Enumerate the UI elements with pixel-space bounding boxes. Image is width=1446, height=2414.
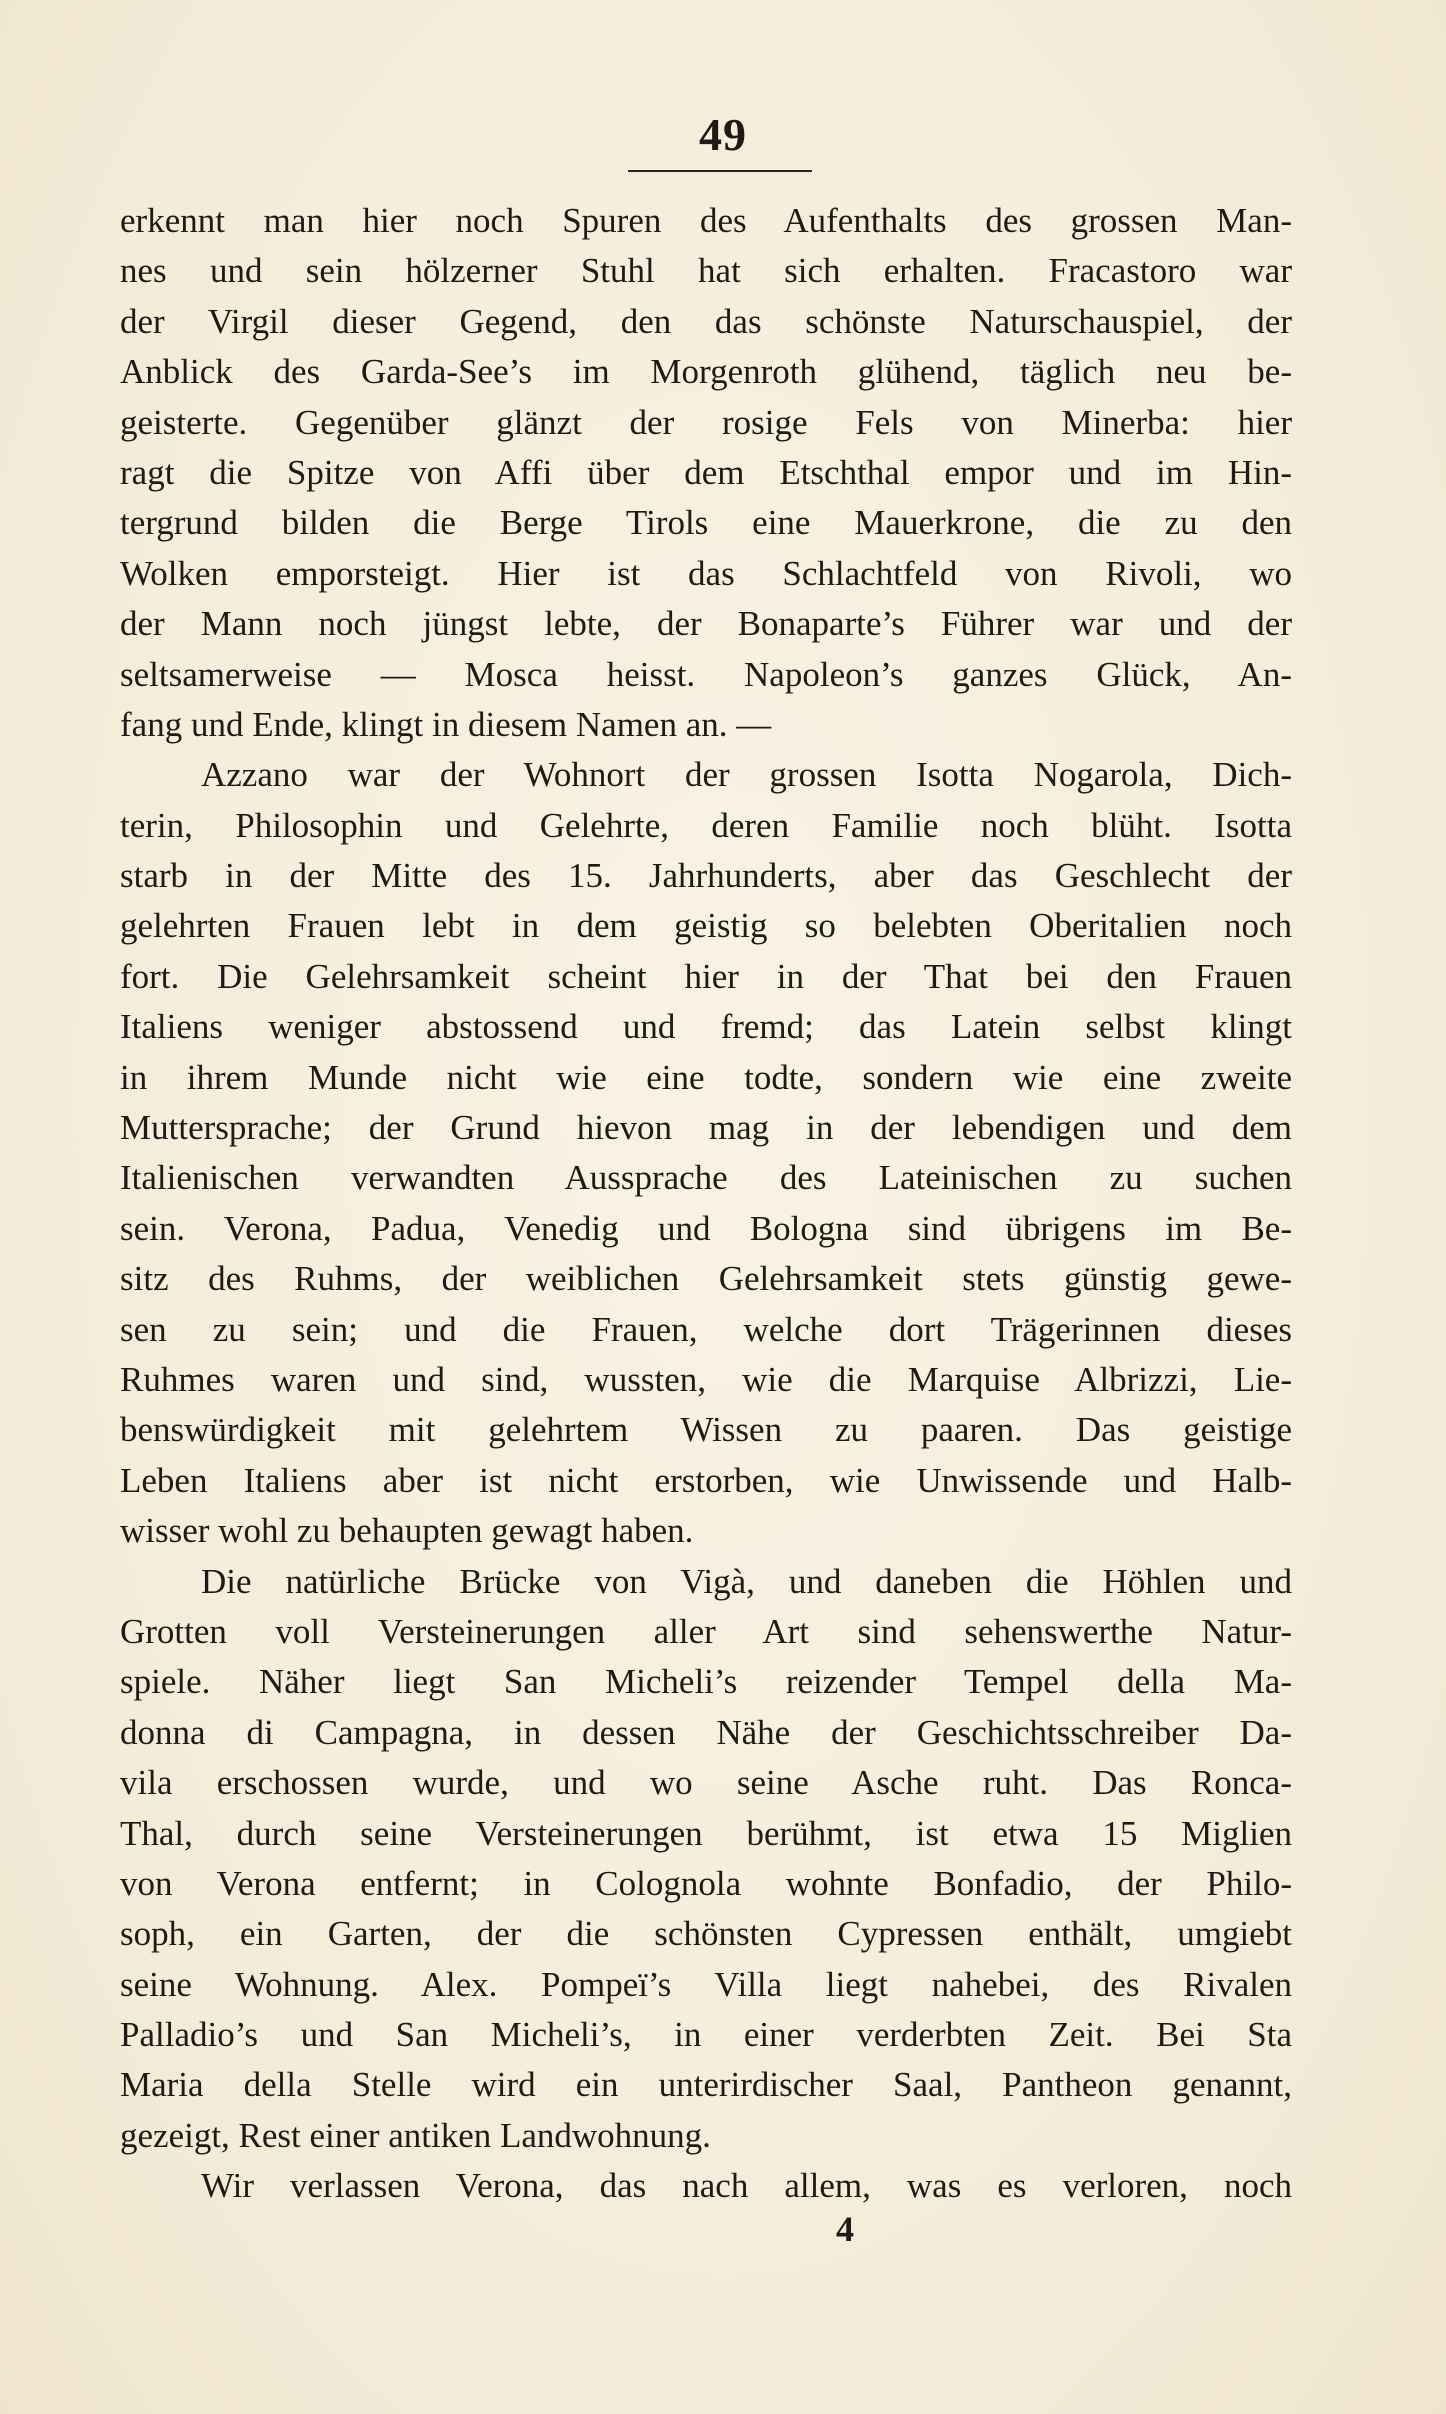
text-line: donna di Campagna, in dessen Nähe der Geschichtsschreiber Da-	[120, 1712, 1292, 1752]
text-line: Muttersprache; der Grund hievon mag in der lebendigen und dem	[120, 1108, 1292, 1148]
text-line: Wir verlassen Verona, das nach allem, was es verloren, noch	[201, 2166, 1292, 2206]
text-line: Grotten voll Versteinerungen aller Art sind sehenswerthe Natur-	[120, 1611, 1292, 1651]
text-line: nes und sein hölzerner Stuhl hat sich erhalten. Fracastoro war	[120, 251, 1292, 291]
text-line: terin, Philosophin und Gelehrte, deren Familie noch blüht. Isotta	[120, 805, 1292, 845]
text-line: Palladio’s und San Micheli’s, in einer verderbten Zeit. Bei Sta	[120, 2015, 1292, 2055]
text-line: gezeigt, Rest einer antiken Landwohnung.	[120, 2115, 711, 2155]
text-line: sitz des Ruhms, der weiblichen Gelehrsamkeit stets günstig gewe-	[120, 1259, 1292, 1299]
text-line: sen zu sein; und die Frauen, welche dort Trägerinnen dieses	[120, 1309, 1292, 1349]
header-rule	[628, 170, 812, 172]
text-line: benswürdigkeit mit gelehrtem Wissen zu paaren. Das geistige	[120, 1410, 1292, 1450]
text-line: in ihrem Munde nicht wie eine todte, sondern wie eine zweite	[120, 1057, 1292, 1097]
text-line: fort. Die Gelehrsamkeit scheint hier in der That bei den Frauen	[120, 956, 1292, 996]
text-line: von Verona entfernt; in Colognola wohnte Bonfadio, der Philo-	[120, 1863, 1292, 1903]
text-line: vila erschossen wurde, und wo seine Asche ruht. Das Ronca-	[120, 1763, 1292, 1803]
text-line: Azzano war der Wohnort der grossen Isotta Nogarola, Dich-	[201, 755, 1292, 795]
text-line: Wolken emporsteigt. Hier ist das Schlachtfeld von Rivoli, wo	[120, 553, 1292, 593]
text-line: Italiens weniger abstossend und fremd; das Latein selbst klingt	[120, 1007, 1292, 1047]
text-line: seltsamerweise — Mosca heisst. Napoleon’s ganzes Glück, An-	[120, 654, 1292, 694]
text-line: Die natürliche Brücke von Vigà, und daneben die Höhlen und	[201, 1561, 1292, 1601]
text-line: soph, ein Garten, der die schönsten Cypressen enthält, umgiebt	[120, 1914, 1292, 1954]
body-text	[120, 196, 1292, 2212]
text-line: Thal, durch seine Versteinerungen berühmt, ist etwa 15 Miglien	[120, 1813, 1292, 1853]
text-line: ragt die Spitze von Affi über dem Etschthal empor und im Hin-	[120, 452, 1292, 492]
text-line: spiele. Näher liegt San Micheli’s reizender Tempel della Ma-	[120, 1662, 1292, 1702]
text-line: Maria della Stelle wird ein unterirdischer Saal, Pantheon genannt,	[120, 2065, 1292, 2105]
text-line: Ruhmes waren und sind, wussten, wie die Marquise Albrizzi, Lie-	[120, 1359, 1292, 1399]
text-line: seine Wohnung. Alex. Pompeï’s Villa liegt nahebei, des Rivalen	[120, 1964, 1292, 2004]
text-line: Italienischen verwandten Aussprache des Lateinischen zu suchen	[120, 1158, 1292, 1198]
text-line: gelehrten Frauen lebt in dem geistig so belebten Oberitalien noch	[120, 906, 1292, 946]
signature-mark: 4	[836, 2209, 854, 2249]
text-line: sein. Verona, Padua, Venedig und Bologna sind übrigens im Be-	[120, 1208, 1292, 1248]
text-line: wisser wohl zu behaupten gewagt haben.	[120, 1511, 694, 1551]
text-line: erkennt man hier noch Spuren des Aufenthalts des grossen Man-	[120, 201, 1292, 240]
text-line: der Mann noch jüngst lebte, der Bonaparte’s Führer war und der	[120, 604, 1292, 644]
text-line: starb in der Mitte des 15. Jahrhunderts, aber das Geschlecht der	[120, 856, 1292, 896]
text-line: Leben Italiens aber ist nicht erstorben, wie Unwissende und Halb-	[120, 1460, 1292, 1500]
text-line: tergrund bilden die Berge Tirols eine Mauerkrone, die zu den	[120, 503, 1292, 543]
text-line: der Virgil dieser Gegend, den das schönste Naturschauspiel, der	[120, 301, 1292, 341]
text-line: fang und Ende, klingt in diesem Namen an. —	[120, 704, 772, 744]
page-number: 49	[699, 109, 747, 160]
text-line: geisterte. Gegenüber glänzt der rosige Fels von Minerba: hier	[120, 402, 1292, 442]
text-line: Anblick des Garda-See’s im Morgenroth glühend, täglich neu be-	[120, 352, 1292, 392]
